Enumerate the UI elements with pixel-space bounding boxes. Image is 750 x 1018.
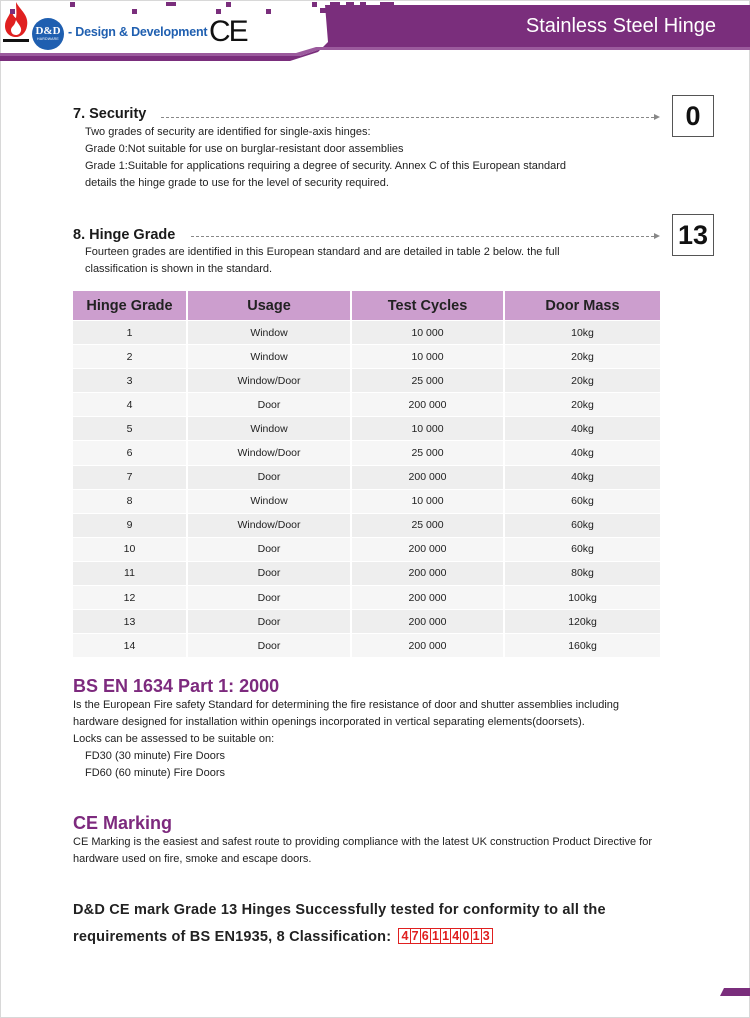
conclusion-line-2 — [73, 928, 493, 945]
cell-usage: Door — [187, 561, 351, 585]
bs-en-line: Is the European Fire safety Standard for determining the fire resistance of door and shutter assemblies including — [73, 699, 620, 711]
cell-test-cycles: 200 000 — [351, 610, 504, 634]
cell-grade: 10 — [73, 537, 187, 561]
cell-usage: Window — [187, 417, 351, 441]
ce-marking-heading: CE Marking — [73, 813, 173, 833]
classification-digit: 3 — [482, 929, 490, 943]
classification-digit: 1 — [472, 929, 480, 943]
logo-subtext: HARDWARE — [37, 37, 59, 41]
conclusion-line-1: D&D CE mark Grade 13 Hinges Successfully tested for conformity to all the — [73, 902, 606, 918]
cell-usage: Window — [187, 345, 351, 369]
company-logo — [32, 18, 64, 50]
cell-test-cycles: 200 000 — [351, 634, 504, 658]
cell-test-cycles: 25 000 — [351, 369, 504, 393]
logo-text: D&D — [35, 25, 61, 37]
table-row — [73, 417, 660, 441]
ce-marking-line: hardware used on fire, smoke and escape doors. — [73, 853, 312, 865]
cell-usage: Door — [187, 610, 351, 634]
pixel-decoration — [0, 0, 410, 16]
classification-digit: 1 — [431, 929, 440, 943]
cell-door-mass: 160kg — [504, 634, 660, 658]
cell-grade: 11 — [73, 561, 187, 585]
table-row — [73, 465, 660, 489]
cell-test-cycles: 10 000 — [351, 417, 504, 441]
cell-usage: Window/Door — [187, 369, 351, 393]
table-row — [73, 586, 660, 610]
classification-digit: 6 — [421, 929, 429, 943]
logo-tagline: - Design & Development — [68, 25, 208, 39]
hinge-grade-description — [85, 244, 560, 278]
table-row — [73, 610, 660, 634]
cell-usage: Door — [187, 586, 351, 610]
cell-test-cycles: 200 000 — [351, 465, 504, 489]
cell-door-mass: 60kg — [504, 489, 660, 513]
cell-test-cycles: 10 000 — [351, 345, 504, 369]
cell-door-mass: 20kg — [504, 345, 660, 369]
security-line: Grade 0:Not suitable for use on burglar-resistant door assemblies — [85, 143, 404, 155]
security-leader-arrow-icon — [654, 114, 660, 120]
cell-test-cycles: 10 000 — [351, 321, 504, 345]
cell-test-cycles: 25 000 — [351, 441, 504, 465]
table-row — [73, 393, 660, 417]
security-value-box: 0 — [672, 95, 714, 137]
hinge-grade-heading: 8. Hinge Grade — [73, 227, 176, 243]
security-line: Two grades of security are identified for single-axis hinges: — [85, 126, 371, 138]
cell-door-mass: 20kg — [504, 393, 660, 417]
hinge-grade-leader-arrow-icon — [654, 233, 660, 239]
cell-usage: Door — [187, 537, 351, 561]
bs-en-line: hardware designed for installation within openings incorporated in vertical separating elements(doorsets). — [73, 716, 585, 728]
table-header-row — [73, 291, 660, 321]
cell-door-mass: 20kg — [504, 369, 660, 393]
table-row — [73, 561, 660, 585]
column-header-door-mass: Door Mass — [504, 291, 660, 321]
bs-en-list-item: FD60 (60 minute) Fire Doors — [85, 767, 225, 779]
ce-mark-logo: CE — [209, 15, 247, 48]
table-row — [73, 321, 660, 345]
cell-test-cycles: 200 000 — [351, 393, 504, 417]
cell-grade: 5 — [73, 417, 187, 441]
table-row — [73, 345, 660, 369]
cell-door-mass: 60kg — [504, 513, 660, 537]
page-title: Stainless Steel Hinge — [525, 15, 716, 37]
classification-digit: 1 — [442, 929, 450, 943]
conclusion-line-2-text: requirements of BS EN1935, 8 Classification: — [73, 929, 392, 945]
cell-grade: 6 — [73, 441, 187, 465]
bs-en-description — [73, 697, 619, 782]
cell-grade: 14 — [73, 634, 187, 658]
cell-door-mass: 40kg — [504, 417, 660, 441]
cell-usage: Window/Door — [187, 441, 351, 465]
bs-en-heading: BS EN 1634 Part 1: 2000 — [73, 676, 280, 696]
cell-usage: Door — [187, 393, 351, 417]
cell-usage: Door — [187, 634, 351, 658]
cell-test-cycles: 200 000 — [351, 537, 504, 561]
table-row — [73, 634, 660, 658]
cell-grade: 2 — [73, 345, 187, 369]
bs-en-list-item: FD30 (30 minute) Fire Doors — [85, 750, 225, 762]
corner-tab-decoration — [720, 988, 750, 996]
cell-grade: 4 — [73, 393, 187, 417]
cell-test-cycles: 200 000 — [351, 561, 504, 585]
security-heading: 7. Security — [73, 106, 147, 122]
cell-test-cycles: 10 000 — [351, 489, 504, 513]
cell-door-mass: 60kg — [504, 537, 660, 561]
cell-grade: 8 — [73, 489, 187, 513]
cell-door-mass: 80kg — [504, 561, 660, 585]
cell-usage: Door — [187, 465, 351, 489]
cell-door-mass: 120kg — [504, 610, 660, 634]
ce-marking-description — [73, 834, 652, 868]
table-row — [73, 489, 660, 513]
cell-usage: Window/Door — [187, 513, 351, 537]
page-header — [0, 0, 750, 62]
cell-test-cycles: 200 000 — [351, 586, 504, 610]
table-row — [73, 513, 660, 537]
cell-grade: 3 — [73, 369, 187, 393]
ce-marking-line: CE Marking is the easiest and safest route to providing compliance with the latest UK construction Product Directive for — [73, 836, 652, 848]
hinge-grade-line: Fourteen grades are identified in this European standard and are detailed in table 2 below. the full — [85, 246, 560, 258]
column-header-hinge-grade: Hinge Grade — [73, 291, 187, 321]
table-row — [73, 441, 660, 465]
cell-grade: 1 — [73, 321, 187, 345]
cell-grade: 9 — [73, 513, 187, 537]
table-row — [73, 369, 660, 393]
cell-usage: Window — [187, 489, 351, 513]
bs-en-line: Locks can be assessed to be suitable on: — [73, 733, 275, 745]
classification-digit: 4 — [452, 929, 460, 943]
table-row — [73, 537, 660, 561]
column-header-usage: Usage — [187, 291, 351, 321]
security-leader-line — [161, 117, 654, 118]
cell-usage: Window — [187, 321, 351, 345]
security-line: Grade 1:Suitable for applications requiring a degree of security. Annex C of this European standard — [85, 160, 567, 172]
hinge-grade-table — [73, 291, 660, 657]
cell-door-mass: 10kg — [504, 321, 660, 345]
security-description — [85, 124, 566, 192]
classification-digit: 4 — [401, 929, 409, 943]
cell-test-cycles: 25 000 — [351, 513, 504, 537]
classification-code — [398, 928, 492, 944]
classification-digit: 0 — [462, 929, 470, 943]
cell-grade: 7 — [73, 465, 187, 489]
cell-door-mass: 100kg — [504, 586, 660, 610]
hinge-grade-value-box: 13 — [672, 214, 714, 256]
classification-digit: 7 — [411, 929, 419, 943]
column-header-test-cycles: Test Cycles — [351, 291, 504, 321]
cell-grade: 12 — [73, 586, 187, 610]
hinge-grade-leader-line — [191, 236, 654, 237]
cell-door-mass: 40kg — [504, 465, 660, 489]
security-line: details the hinge grade to use for the level of security required. — [85, 177, 389, 189]
cell-grade: 13 — [73, 610, 187, 634]
cell-door-mass: 40kg — [504, 441, 660, 465]
hinge-grade-line: classification is shown in the standard. — [85, 263, 273, 275]
